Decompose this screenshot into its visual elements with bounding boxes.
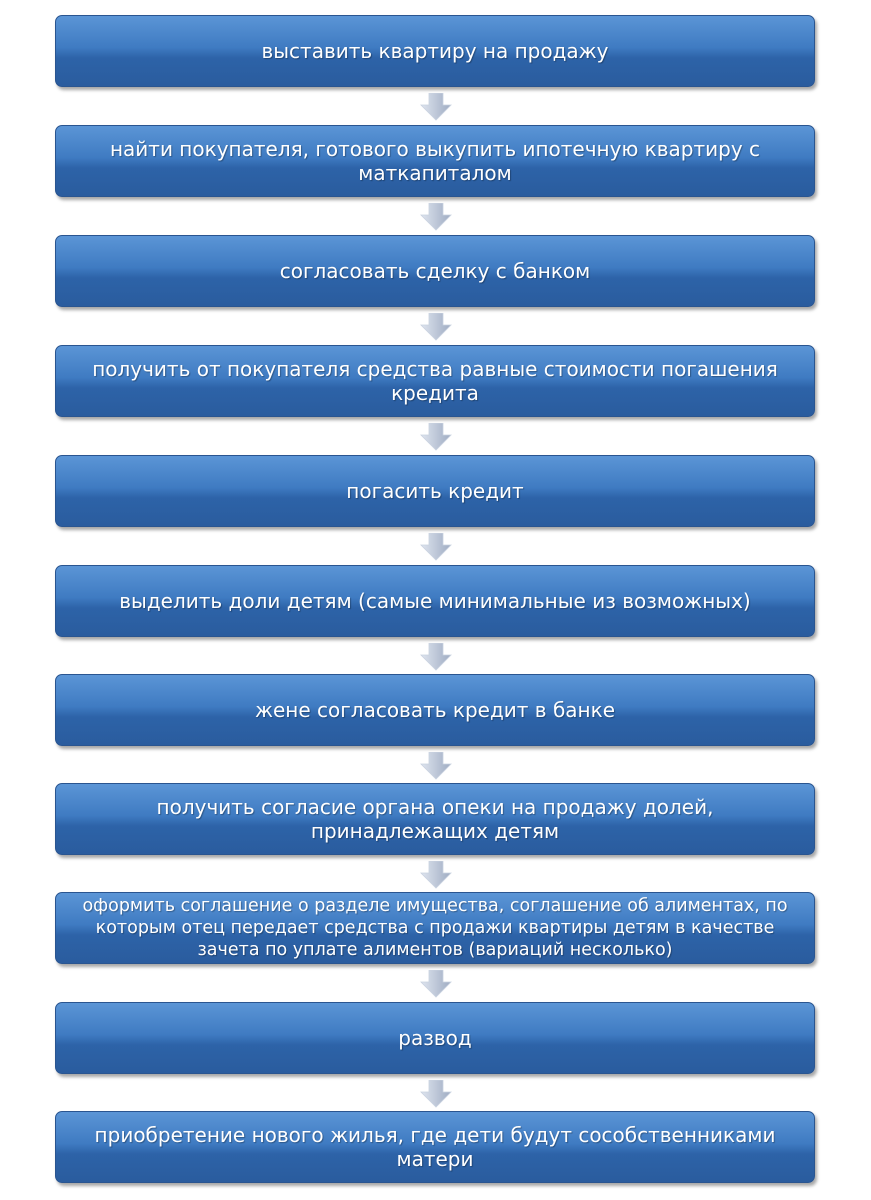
down-arrow-icon [420, 861, 452, 889]
down-arrow-icon [420, 1080, 452, 1108]
flow-step-10: развод [55, 1002, 815, 1074]
down-arrow-icon [420, 313, 452, 341]
down-arrow-icon [420, 203, 452, 231]
flow-step-9: оформить соглашение о разделе имущества, соглашение об алиментах, по которым отец передает средства с продажи квартиры детям в качестве зачета по уплате алиментов (вариаций несколько) [55, 892, 815, 964]
flow-step-4: получить от покупателя средства равные стоимости погашения кредита [55, 345, 815, 417]
down-arrow-icon [420, 752, 452, 780]
down-arrow-icon [420, 423, 452, 451]
flow-step-5: погасить кредит [55, 455, 815, 527]
flow-step-1: выставить квартиру на продажу [55, 15, 815, 87]
down-arrow-icon [420, 970, 452, 998]
down-arrow-icon [420, 643, 452, 671]
flow-step-11: приобретение нового жилья, где дети будут сособственниками матери [55, 1111, 815, 1183]
flow-step-3: согласовать сделку с банком [55, 235, 815, 307]
flow-step-2: найти покупателя, готового выкупить ипотечную квартиру с маткапиталом [55, 125, 815, 197]
flow-step-8: получить согласие органа опеки на продажу долей, принадлежащих детям [55, 783, 815, 855]
flow-step-6: выделить доли детям (самые минимальные из возможных) [55, 565, 815, 637]
down-arrow-icon [420, 533, 452, 561]
flow-step-7: жене согласовать кредит в банке [55, 674, 815, 746]
down-arrow-icon [420, 93, 452, 121]
